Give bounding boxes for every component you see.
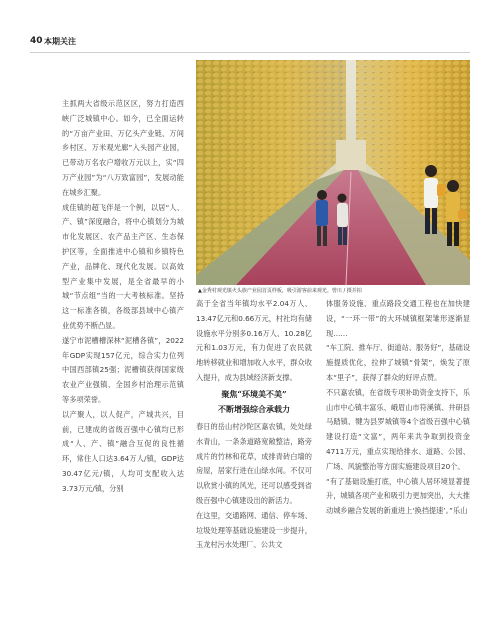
text-column-right xyxy=(326,297,470,519)
paragraph: 不只嘉农镇，在省级专项补助资金支持下，乐山市中心镇丰富乐、峨眉山市符溪镇、井研县马踏镇、犍为县罗城镇等4个省级百强中心镇建设打造“文富”，两年来共争取到投资金4711万元，重点实现给排水、道路、公园、广场、风貌整治等方面实施建设项目20个。 xyxy=(326,387,470,471)
header-rule xyxy=(30,52,470,53)
tunnel-photo xyxy=(196,60,470,285)
subheading-line-1: 聚焦“环境美不美” xyxy=(221,389,287,399)
section-subheading xyxy=(196,387,312,417)
text-column-middle xyxy=(196,297,312,386)
paragraph: 春日的岳山村沙陀区嘉农镇，处处绿水青山，一条条道路宽敞整洁，路旁成片的竹林和花草，成排青砖白墙的房屋，居家行进在山绿水间。不仅可以欣赏小镇的风光，还可以感受到省级百强中心镇建设出的新活力。 xyxy=(196,422,312,505)
page-number: 40 xyxy=(30,36,43,46)
subheading-line-2: 不断增强综合承载力 xyxy=(218,404,290,414)
paragraph: 成佳镇的超飞伴是一个例，以居“人、产、镇”深度融合，将中心镇划分为城市化发展区、农产品主产区、生态保护区等，全面推进中心镇和乡镇特色产业，品牌化、现代化发展。以高效型产业集中发展，是全省最早的小城“节点组”当的一大考核标准。坚持这一标准各镇，各级部县域中心镇产业优势不断凸显。 xyxy=(62,202,184,330)
text-column-left xyxy=(62,97,184,497)
page-header xyxy=(30,36,470,52)
paragraph: 遂宁市泥槽槽深林“泥槽各镇”，2022年GDP实现157亿元，综合实力位列中国西部镇25强；泥槽镇获得国家级农业产业强镇、全国乡村治理示范镇等多项荣誉。 xyxy=(62,335,184,404)
section-title: 本期关注 xyxy=(44,37,76,46)
paragraph: 在这里，交通路网、通信、停车场、垃圾处理等基础设施建设一步提升，玉龙村污水处理厂、公共文 xyxy=(196,510,312,550)
paragraph: 主抓两大省级示范区区，努力打造西峡广泛城镇中心。如今，已全面运转的“万亩产业田、万亿头产业链、万间乡村区、万米观光廊”入头园产业园，已带动万名农户增收万元以上，实“四万产业园”为“八万致富园”，发展动能在城乡汇聚。 xyxy=(62,99,184,197)
paragraph: 高于全省当年镇均水平2.04万人、13.47亿元和0.66万元，村社均有储设施水平分别多0.16万人、10.28亿元和1.03万元，有力促进了农民就地转移就业和增加收入水平，群众收入提升，成为县域经济新支撑。 xyxy=(196,299,312,382)
paragraph: “有了基础设施打底，中心镇人居环境显著提升，城镇各项产业和吸引力更加突出，大大推动城乡融合发展的新重进上‘换挡提速’。”乐山 xyxy=(326,476,470,516)
text-column-middle-lower xyxy=(196,420,312,553)
paragraph: 以产聚人，以人促产，产城共兴，目前，已建成的省级百强中心镇均已形成“人、产、镇”融合互促的良性循环，常住人口达3.64万人/镇，GDP达30.47亿元/镇，人均可支配收入达3.73万元/镇，分别 xyxy=(62,409,184,493)
photo-caption: ▲金秀村观光镇火头族产业园首页样板，吸引游客前来观光。曾川 / 摄并拍 xyxy=(198,288,362,294)
paragraph: “车工院、推车厅、街道站、服务好”，基础设施提质优化，拉伸了城镇“骨架”，焕发了原本“里子”，获得了群众的好评点赞。 xyxy=(326,343,471,382)
paragraph: 体服务设施、重点路段交通工程也在加快建设，“一环一带”的大环城镇框架雏形逐渐显现…… xyxy=(326,299,470,338)
